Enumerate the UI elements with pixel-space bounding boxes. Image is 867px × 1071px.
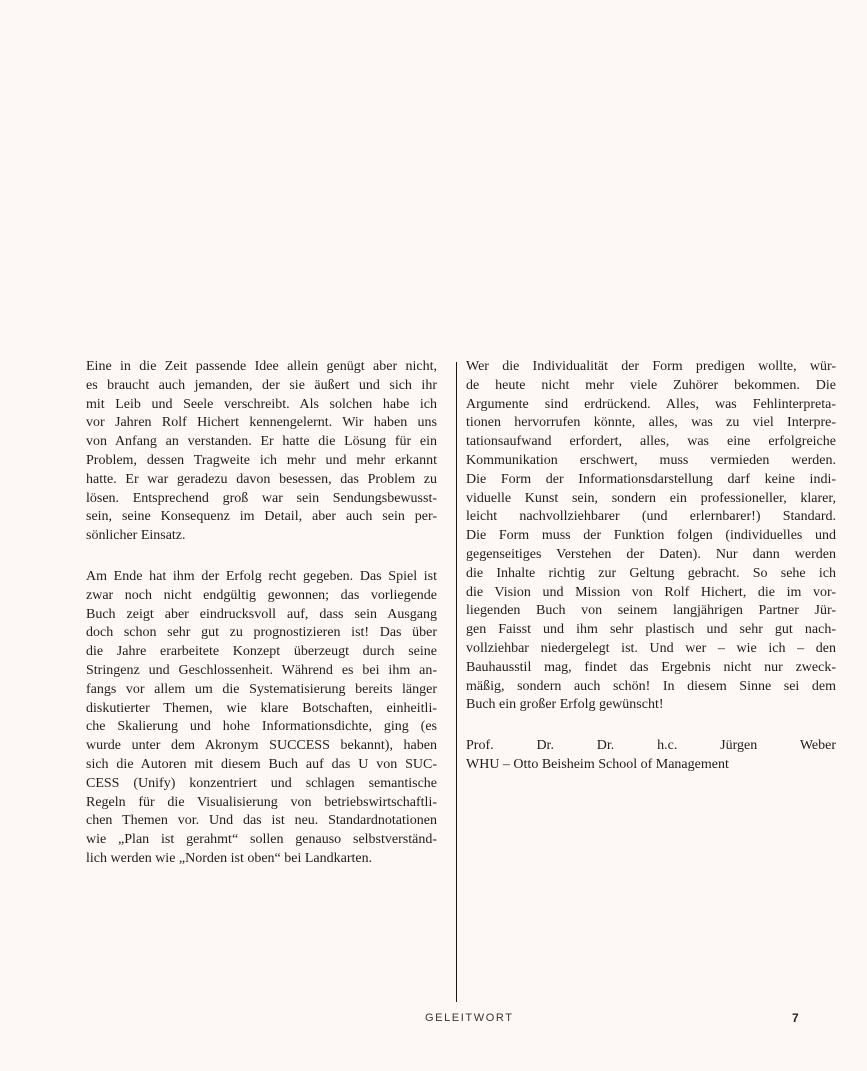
text-line: diskutierter Themen, wie klare Botschaften, einheitli- [86,700,437,716]
text-line: die Jahre erarbeitete Konzept überzeugt durch seine [86,644,437,660]
text-line: che Skalierung und hohe Informationsdichte, ging (es [86,719,437,735]
text-line: Die Form der Informationsdarstellung darf keine indi- [466,471,836,487]
text-line: Stringenz und Geschlossenheit. Während es bei ihm an- [86,662,437,678]
left-column-paragraph-2 [86,568,437,869]
text-line: Regeln für die Visualisierung von betriebswirtschaftli- [86,794,437,810]
text-line: tionen hervorrufen könnte, alles, was zu viel Interpre- [466,415,836,431]
text-line: Die Form muss der Funktion folgen (individuelles und [466,528,836,544]
text-line: WHU – Otto Beisheim School of Management [466,756,729,772]
text-line: gen Faisst und ihm sehr plastisch und sehr gut nach- [466,622,836,638]
text-line: es braucht auch jemanden, der sie äußert und sich ihr [86,377,437,393]
text-line: die Vision und Mission von Rolf Hichert, die im vor- [466,584,836,600]
text-line: doch schon sehr gut zu prognostizieren ist! Das über [86,625,437,641]
text-line: wie „Plan ist gerahmt“ sollen genauso selbstverständ- [86,832,437,848]
text-line: leicht nachvollziehbarer (und erlernbarer!) Standard. [466,509,836,525]
text-line: de heute nicht mehr viele Zuhörer bekommen. Die [466,377,836,393]
text-line: tationsaufwand erfordert, alles, was eine erfolgreiche [466,434,836,450]
footer-page-number: 7 [792,1011,799,1025]
text-line: sönlicher Einsatz. [86,528,186,544]
text-line: Buch zeigt aber eindrucksvoll auf, dass sein Ausgang [86,606,437,622]
footer-chapter-label: GELEITWORT [425,1012,514,1024]
text-line: Am Ende hat ihm der Erfolg recht gegeben. Das Spiel ist [86,568,437,584]
right-column-paragraph-1 [466,358,836,715]
text-line: Kommunikation erschwert, muss vermieden werden. [466,452,836,468]
text-line: lich werden wie „Norden ist oben“ bei Landkarten. [86,850,373,866]
text-line: Argumente sind erdrückend. Alles, was Fehlinterpreta- [466,396,836,412]
text-line: liegenden Buch von seinem langjährigen Partner Jür- [466,603,836,619]
text-line: die Inhalte richtig zur Geltung gebracht. So sehe ich [466,565,836,581]
left-column-paragraph-1 [86,358,437,546]
text-line: lösen. Entsprechend groß war sein Sendungsbewusst- [86,490,437,506]
text-line: sich die Autoren mit diesem Buch auf das U von SUC- [86,756,437,772]
text-line: vor Jahren Rolf Hichert kennengelernt. Wir haben uns [86,415,437,431]
text-line: chen Themen vor. Und das ist neu. Standardnotationen [86,813,437,829]
text-line: hatte. Er war geradezu davon besessen, das Problem zu [86,471,437,487]
text-line: Prof. Dr. Dr. h.c. Jürgen Weber [466,738,836,754]
text-line: mit Leib und Seele verschreibt. Als solchen habe ich [86,396,437,412]
right-text-column [466,358,836,775]
text-line: CESS (Unify) konzentriert und schlagen semantische [86,775,437,791]
text-line: vollziehbar niedergelegt ist. Und wer – wie ich – den [466,640,836,656]
text-line: wurde unter dem Akronym SUCCESS bekannt), haben [86,738,437,754]
text-line: sein, seine Konsequenz im Detail, aber auch sein per- [86,509,437,525]
text-line: Eine in die Zeit passende Idee allein genügt aber nicht, [86,359,437,374]
text-line: zwar noch nicht endgültig gewonnen; das vorliegende [86,587,437,603]
text-line: Buch ein großer Erfolg gewünscht! [466,697,664,713]
text-line: gegenseitiges Verstehen der Daten). Nur dann werden [466,546,836,562]
left-text-column [86,358,437,869]
text-line: Bauhausstil mag, findet das Ergebnis nicht nur zweck- [466,659,836,675]
text-line: Wer die Individualität der Form predigen wollte, wür- [466,359,836,374]
column-divider-rule [456,362,457,1002]
text-line: von Anfang an verstanden. Er hatte die Lösung für ein [86,434,437,450]
text-line: viduelle Kunst sein, sondern ein professioneller, klarer, [466,490,836,506]
author-signature-block [466,737,836,775]
text-line: Problem, dessen Tragweite ich mehr und mehr erkannt [86,452,437,468]
text-line: fangs vor allem um die Systematisierung bereits länger [86,681,437,697]
text-line: mäßig, sondern auch schön! In diesem Sinne sei dem [466,678,836,694]
